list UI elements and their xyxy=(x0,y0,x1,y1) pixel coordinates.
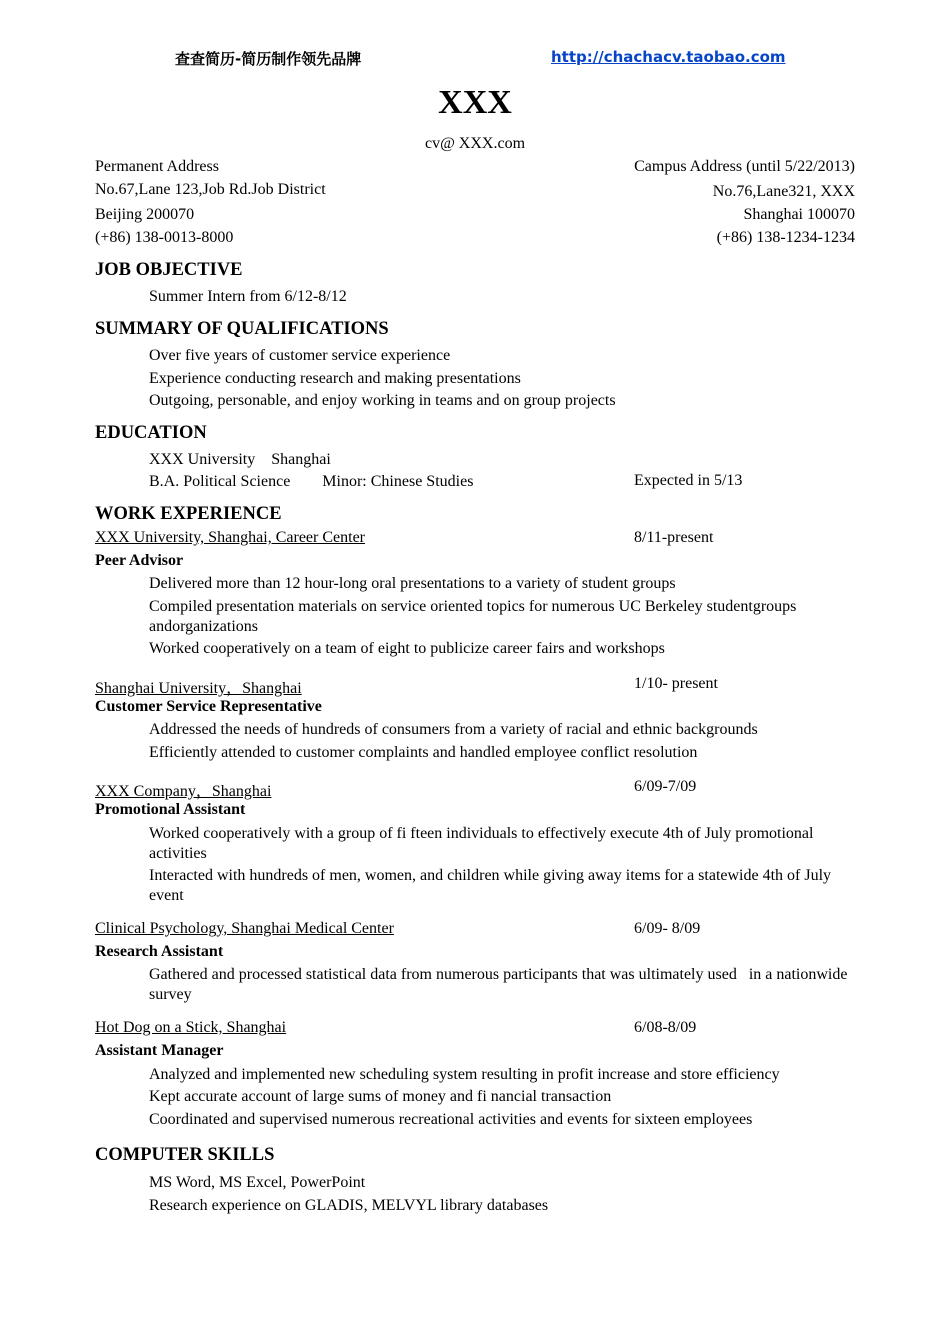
section-title-skills: COMPUTER SKILLS xyxy=(95,1145,275,1165)
campus-address-title: Campus Address (until 5/22/2013) xyxy=(634,158,855,175)
summary-item: Over five years of customer service experience xyxy=(149,347,451,364)
education-expected: Expected in 5/13 xyxy=(634,472,743,489)
job-item: Efficiently attended to customer complaints and handled employee conflict resolution xyxy=(149,744,698,761)
candidate-name: XXX xyxy=(438,84,512,121)
job-date: 6/09-7/09 xyxy=(634,778,697,795)
permanent-address-line1: No.67,Lane 123,Job Rd.Job District xyxy=(95,181,326,198)
job-item: Worked cooperatively with a group of fi fteen individuals to effectively execute 4th of July promotional activities xyxy=(149,825,814,862)
job-organization: XXX Company，Shanghai xyxy=(95,783,272,800)
skills-item: Research experience on GLADIS, MELVYL library databases xyxy=(149,1197,549,1214)
section-title-work: WORK EXPERIENCE xyxy=(95,504,282,524)
campus-address-line1: No.76,Lane321, XXX xyxy=(712,183,855,200)
job-date: 6/09- 8/09 xyxy=(634,920,701,937)
permanent-address-title: Permanent Address xyxy=(95,158,219,175)
education-school: XXX University Shanghai xyxy=(149,451,331,468)
email: cv@ XXX.com xyxy=(424,135,526,152)
summary-item: Outgoing, personable, and enjoy working in teams and on group projects xyxy=(149,392,616,409)
job-item: Interacted with hundreds of men, women, and children while giving away items for a statewide 4th of July event xyxy=(149,867,832,904)
job-item: Analyzed and implemented new scheduling system resulting in profit increase and store efficiency xyxy=(149,1066,780,1083)
job-role: Customer Service Representative xyxy=(95,698,322,715)
job-organization: Shanghai University，Shanghai xyxy=(95,680,302,697)
job-item: Addressed the needs of hundreds of consumers from a variety of racial and ethnic backgrounds xyxy=(149,721,758,738)
job-organization: Hot Dog on a Stick, Shanghai xyxy=(95,1019,287,1036)
job-role: Research Assistant xyxy=(95,943,224,960)
job-date: 1/10- present xyxy=(634,675,718,692)
permanent-address-line2: Beijing 200070 xyxy=(95,206,195,223)
education-degree: B.A. Political Science Minor: Chinese Studies xyxy=(149,473,474,490)
campus-address-line2: Shanghai 100070 xyxy=(743,206,855,223)
job-role: Promotional Assistant xyxy=(95,801,246,818)
section-title-education: EDUCATION xyxy=(95,423,207,443)
job-item: Kept accurate account of large sums of money and fi nancial transaction xyxy=(149,1088,612,1105)
job-date: 6/08-8/09 xyxy=(634,1019,697,1036)
job-item: Gathered and processed statistical data from numerous participants that was ultimately used in a nationwide survey xyxy=(149,966,848,1003)
campus-phone: (+86) 138-1234-1234 xyxy=(716,229,855,246)
job-item: Worked cooperatively on a team of eight to publicize career fairs and workshops xyxy=(149,640,665,657)
brand-text: 查查简历-简历制作领先品牌 xyxy=(175,50,362,68)
objective-text: Summer Intern from 6/12-8/12 xyxy=(149,288,347,305)
store-link[interactable]: http://chachacv.taobao.com xyxy=(551,48,786,66)
section-title-objective: JOB OBJECTIVE xyxy=(95,260,243,280)
job-item: Compiled presentation materials on service oriented topics for numerous UC Berkeley studentgroups andorganizations xyxy=(149,598,797,635)
job-date: 8/11-present xyxy=(634,529,714,546)
job-organization: XXX University, Shanghai, Career Center xyxy=(95,529,365,546)
skills-item: MS Word, MS Excel, PowerPoint xyxy=(149,1174,366,1191)
job-item: Coordinated and supervised numerous recreational activities and events for sixteen employees xyxy=(149,1111,753,1128)
permanent-phone: (+86) 138-0013-8000 xyxy=(95,229,234,246)
summary-item: Experience conducting research and making presentations xyxy=(149,370,521,387)
job-role: Peer Advisor xyxy=(95,552,184,569)
job-role: Assistant Manager xyxy=(95,1042,224,1059)
section-title-summary: SUMMARY OF QUALIFICATIONS xyxy=(95,319,389,339)
job-item: Delivered more than 12 hour-long oral presentations to a variety of student groups xyxy=(149,575,676,592)
job-organization: Clinical Psychology, Shanghai Medical Center xyxy=(95,920,394,937)
